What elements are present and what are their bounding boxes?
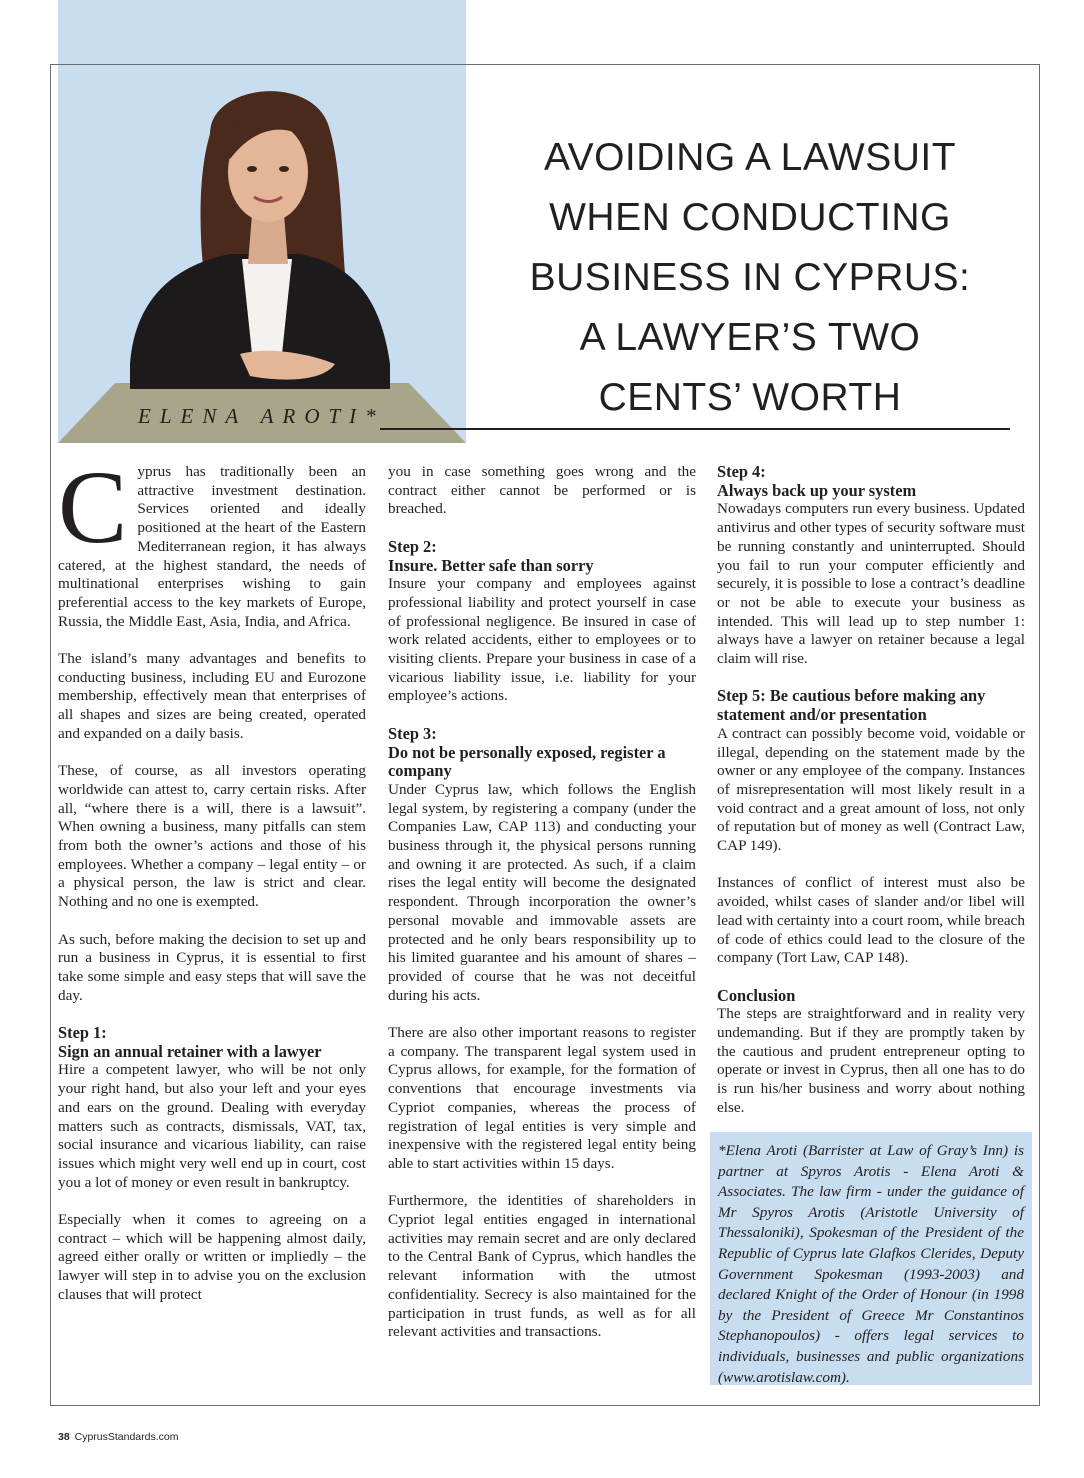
column-2 [388, 463, 696, 1361]
paragraph: Furthermore, the identities of shareholders in Cypriot legal entities engaged in international activities may remain secret and are only declared to the Central Bank of Cyprus, which handles the relevant information with the utmost confidentiality. Secrecy is also maintained for the participation in trust funds, as well as for all relevant activities and transactions. [388, 1192, 696, 1341]
step-4-subheading: Always back up your system [717, 480, 917, 500]
intro-text: yprus has traditionally been an attractive investment destination. Services oriented and ideally positioned at the heart of the Eastern Mediterranean region, it has always catered, at the highest standard, the needs of multinational enterprises wishing to gain preferential access to the key markets of Europe, Russia, the Middle East, Asia, India, and Africa. [58, 463, 366, 630]
paragraph: Instances of conflict of interest must also be avoided, whilst cases of slander and/or libel will lead with certainty into a court room, while breach of code of ethics could lead to the closure of the company (Tort Law, CAP 148). [717, 874, 1025, 967]
author-bio-box [710, 1132, 1032, 1385]
paragraph: The steps are straightforward and in reality very undemanding. But if they are promptly taken by the cautious and prudent entrepreneur opting to operate or invest in Cyprus, then all one has to do is run his/her business and worry about nothing else. [717, 1005, 1025, 1116]
author-bio-text: *Elena Aroti (Barrister at Law of Gray’s Inn) is partner at Spyros Arotis - Elena Aroti & Associates. The law firm - under the guidance of Mr Spyros Arotis (Aristotle University of Thessaloniki), Spokesman of the President of the Republic of Cyprus late Glafkos Clerides, Deputy Government Spokesman (1993-2003) and declared Knight of the Order of Honour (in 1998 by the President of Greece Mr Constantinos Stephanopoulos) - offers legal services to individuals, businesses and public organizations (www.arotislaw.com). [718, 1142, 1024, 1386]
step-2-subheading: Insure. Better safe than sorry [388, 555, 594, 575]
page-number: 38 [58, 1431, 70, 1443]
title-line: A LAWYER’S TWO [579, 316, 921, 359]
step-5-heading: Step 5: Be cautious before making any statement and/or presentation [717, 686, 986, 725]
paragraph: There are also other important reasons to register a company. The transparent legal system used in Cyprus allows, for example, for the formation of conventions that encourage investments via Cypriot companies, whereas the process of registration of legal entities is very simple and inexpensive with the registered legal entity being able to start activities within 15 days. [388, 1024, 696, 1172]
drop-cap: C [58, 450, 128, 565]
author-portrait [60, 64, 464, 404]
page-footer [58, 1431, 179, 1443]
title-line: BUSINESS IN CYPRUS: [529, 256, 971, 299]
paragraph: you in case something goes wrong and the contract either cannot be performed or is breached. [388, 463, 696, 518]
step-1-heading: Step 1: [58, 1023, 107, 1043]
site-name: CyprusStandards.com [74, 1431, 179, 1443]
intro-paragraph [58, 450, 366, 631]
step-2-heading: Step 2: [388, 536, 437, 556]
step-1-subheading: Sign an annual retainer with a lawyer [58, 1041, 322, 1061]
paragraph: These, of course, as all investors operating worldwide can attest to, carry certain risks. After all, “where there is a will, there is a lawsuit”. When owning a business, many pitfalls can stem from both the owner’s actions and those of his employees. Whether a company – legal entity – or a physical person, the law is strict and clear. Nothing and no one is exempted. [58, 762, 366, 911]
article-title [500, 128, 1000, 428]
title-line: WHEN CONDUCTING [549, 196, 951, 239]
paragraph: Especially when it comes to agreeing on a contract – which will be happening almost daily, agreed either orally or written or impliedly – the lawyer will step in to advise you on the exclusion clauses that will protect [58, 1211, 366, 1303]
paragraph: The island’s many advantages and benefits to conducting business, including EU and Eurozone membership, effectively mean that enterprises of all shapes and sizes are being created, operated and expanded on a daily basis. [58, 650, 366, 742]
step-3-heading: Step 3: [388, 723, 437, 743]
author-byline: ELENA AROTI* [138, 404, 385, 428]
paragraph: Hire a competent lawyer, who will be not only your right hand, but also your left and your eyes and ears on the ground. Dealing with everyday matters such as contracts, dismissals, VAT, tax, social insurance and vicarious liability, can raise issues which might very well end up in court, cost you a lot of money or even result in bankruptcy. [58, 1061, 366, 1191]
paragraph: Nowadays computers run every business. Updated antivirus and other types of security software must be running constantly and uninterrupted. Should you fail to run your computer efficiently and securely, it is possible to lose a contract’s deadline or not be able to execute your business as intended. This will lead up to step number 1: always have a lawyer on retainer because a legal claim will rise. [717, 500, 1025, 668]
title-line: CENTS’ WORTH [598, 376, 902, 419]
title-rule [380, 428, 1010, 430]
paragraph: A contract can possibly become void, voidable or illegal, depending on the statement made by the owner or any employee of the company. Instances of misrepresentation will most likely result in a void contract and a great amount of loss, not only of reputation but of money as well (Contract Law, CAP 149). [717, 724, 1025, 855]
title-line: AVOIDING A LAWSUIT [543, 136, 957, 179]
paragraph: As such, before making the decision to set up and run a business in Cyprus, it is essential to first take some simple and easy steps that will save the day. [58, 930, 366, 1004]
paragraph: Under Cyprus law, which follows the English legal system, by registering a company (under the Companies Law, CAP 113) and conducting your business through it, the physical persons running and owning it are protected. As such, if a claim rises the legal entity will become the designated respondent. Through incorporation the owner’s personal movable and immovable assets are protected and he only bears responsibility up to his limited guarantee and his amount of shares – provided of course that he was not deceitful during his acts. [388, 780, 696, 1004]
step-4-heading: Step 4: [717, 462, 766, 481]
column-1 [58, 450, 366, 1323]
conclusion-heading: Conclusion [717, 985, 796, 1005]
column-3 [717, 463, 1025, 1136]
paragraph: Insure your company and employees against professional liability and protect yourself in case of professional negligence. Be insured in case of work related accidents, either to employees or to visiting clients. Prepare your business in case of a vicarious liability issue, i.e. liability for your employee’s actions. [388, 575, 696, 705]
step-3-subheading: Do not be personally exposed, register a company [388, 742, 666, 781]
